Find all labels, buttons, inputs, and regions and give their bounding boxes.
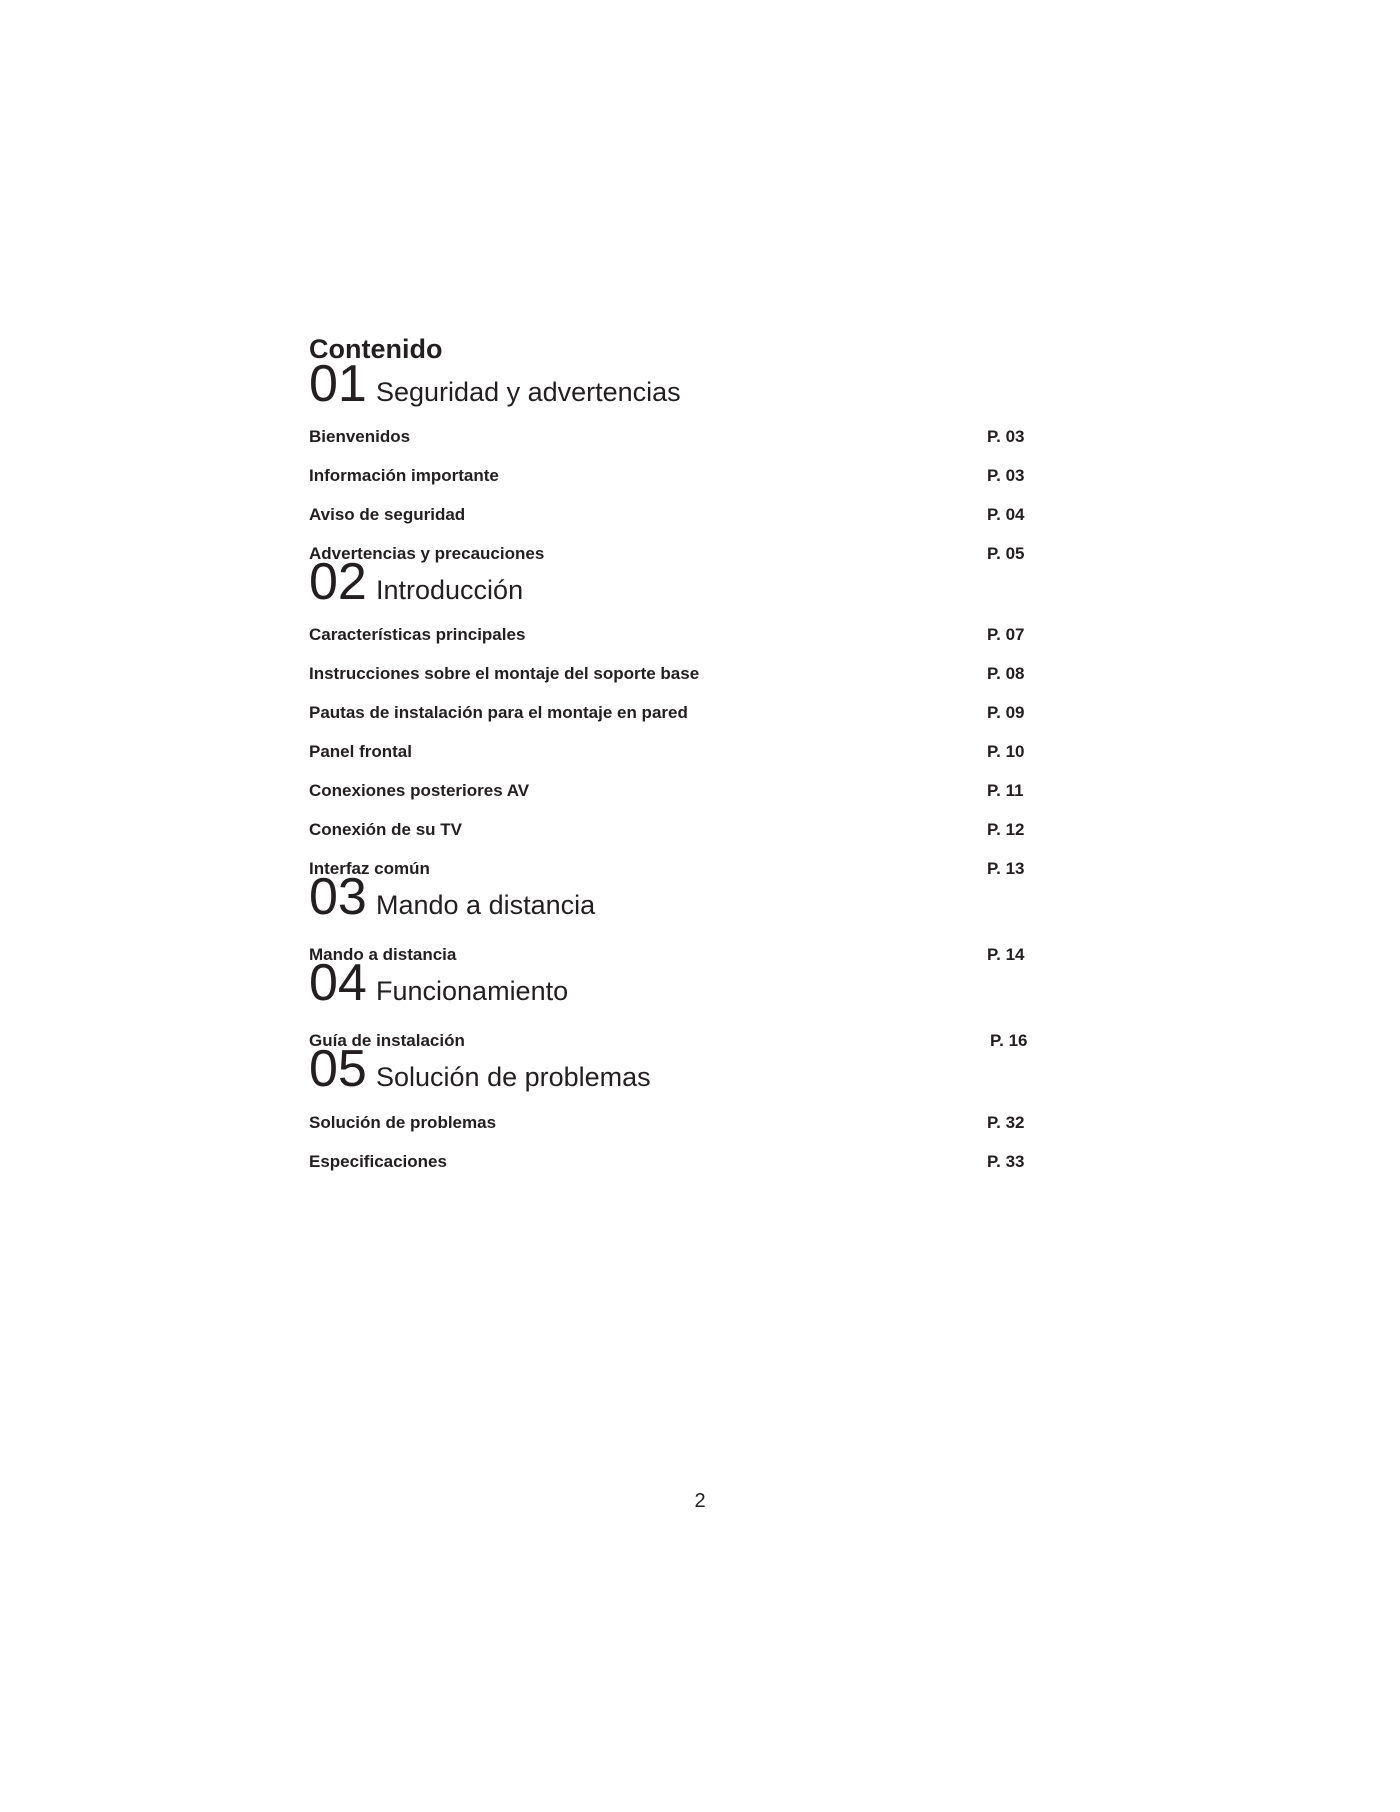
toc-entry-page: P. 14 [987,945,1025,964]
toc-entry-label: Solución de problemas [309,1113,497,1132]
toc-entry-mando-a-distancia [309,943,1027,967]
toc-entry-page: P. 12 [987,820,1025,839]
toc-entry-panel-frontal [309,740,1027,764]
toc-entry-label: Advertencias y precauciones [309,544,545,563]
toc-entry-page: P. 11 [987,781,1024,800]
toc-entry-page: P. 13 [987,859,1025,878]
section-title: Funcionamiento [376,976,569,1006]
toc-entry-label: Panel frontal [309,742,412,761]
section-title: Mando a distancia [376,890,596,920]
section-number: 04 [309,954,367,1012]
toc-entry-label: Conexiones posteriores AV [309,781,530,800]
toc-entry-label: Guía de instalación [309,1031,465,1050]
toc-entry-label: Pautas de instalación para el montaje en pared [309,703,688,722]
toc-entry-page: P. 04 [987,505,1025,524]
toc-entry-page: P. 16 [990,1031,1028,1050]
toc-entry-page: P. 33 [987,1152,1025,1171]
section-title: Introducción [376,575,524,605]
toc-entry-page: P. 05 [987,544,1025,563]
toc-entry-caracteristicas-principales [309,623,1027,647]
toc-entry-montaje-soporte-base [309,662,1027,686]
toc-entry-montaje-en-pared [309,701,1027,725]
toc-entry-page: P. 03 [987,466,1025,485]
toc-entry-informacion-importante [309,464,1027,488]
toc-entry-label: Conexión de su TV [309,820,463,839]
toc-entry-guia-de-instalacion [309,1029,1027,1053]
toc-entry-label: Mando a distancia [309,945,457,964]
toc-entry-conexiones-posteriores-av [309,779,1027,803]
toc-entry-advertencias-y-precauciones [309,542,1027,566]
toc-entry-page: P. 03 [987,427,1025,446]
toc-entry-page: P. 32 [987,1113,1025,1132]
toc-entry-label: Bienvenidos [309,427,411,446]
toc-entry-page: P. 09 [987,703,1025,722]
page-title: Contenido [309,334,443,364]
section-number: 01 [309,355,367,413]
toc-entry-solucion-de-problemas [309,1111,1027,1135]
section-number: 03 [309,868,367,926]
section-title: Solución de problemas [376,1062,651,1092]
section-title: Seguridad y advertencias [376,377,681,407]
toc-entry-page: P. 10 [987,742,1025,761]
toc-entry-aviso-de-seguridad [309,503,1027,527]
page-number: 2 [694,1490,706,1512]
toc-entry-interfaz-comun [309,857,1027,881]
toc-entry-label: Información importante [309,466,499,485]
section-number: 02 [309,553,367,611]
toc-entry-page: P. 08 [987,664,1025,683]
toc-entry-label: Especificaciones [309,1152,447,1171]
toc-entry-especificaciones [309,1150,1027,1174]
toc-entry-page: P. 07 [987,625,1025,644]
toc-entry-label: Aviso de seguridad [309,505,466,524]
toc-entry-label: Instrucciones sobre el montaje del soporte base [309,664,700,683]
section-number: 05 [309,1040,367,1098]
toc-entry-label: Características principales [309,625,526,644]
toc-entry-conexion-de-su-tv [309,818,1027,842]
toc-entry-bienvenidos [309,425,1027,449]
toc-entry-label: Interfaz común [309,859,430,878]
